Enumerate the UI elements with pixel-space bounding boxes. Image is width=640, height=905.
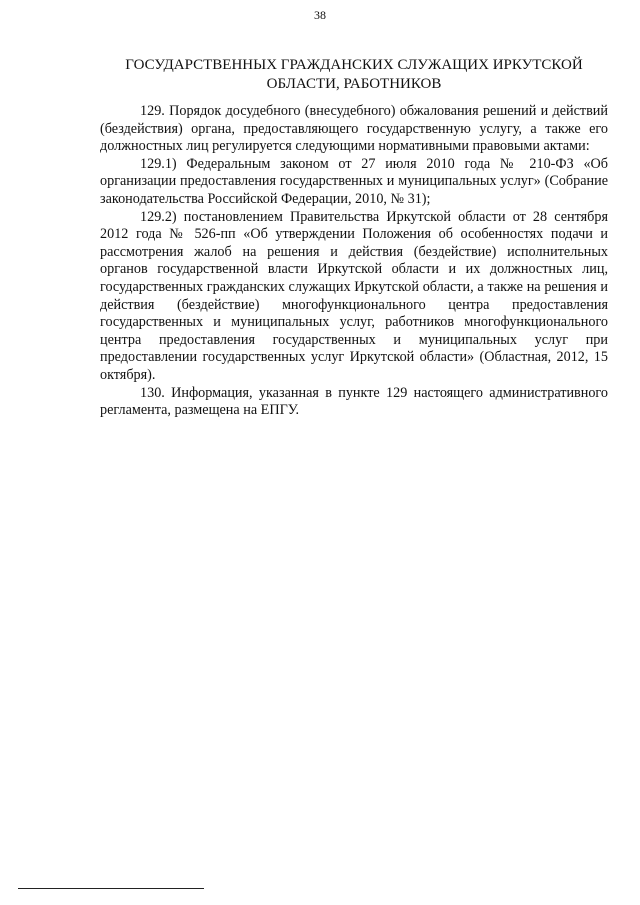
- page-number: 38: [314, 8, 326, 22]
- paragraph-129-1: 129.1) Федеральным законом от 27 июля 2010 года № 210-ФЗ «Об организации предоставления государственных и муниципальных услуг» (Собрание законодательства Российской Федерации, 2010, № 31);: [100, 155, 608, 207]
- heading-line-2: ОБЛАСТИ, РАБОТНИКОВ: [266, 76, 442, 92]
- paragraph-130: 130. Информация, указанная в пункте 129 настоящего административного регламента, размещена на ЕПГУ.: [100, 384, 608, 419]
- document-body: [100, 103, 608, 420]
- section-heading: [100, 56, 608, 94]
- footer-rule: [18, 888, 204, 889]
- paragraph-129-2: 129.2) постановлением Правительства Иркутской области от 28 сентября 2012 года № 526-пп «Об утверждении Положения об особенностях подачи и рассмотрения жалоб на решения и действия (бездействие) исполнительных органов государственной власти Иркутской области и их должностных лиц, государственных гражданских служащих Иркутской области, а также на решения и действия (бездействие) многофункционального центра предоставления государственных и муниципальных услуг, работников многофункционального центра предоставления государственных и муниципальных услуг при предоставлении государственных услуг Иркутской области» (Областная, 2012, 15 октября).: [100, 208, 608, 383]
- heading-line-1: ГОСУДАРСТВЕННЫХ ГРАЖДАНСКИХ СЛУЖАЩИХ ИРКУТСКОЙ: [125, 57, 583, 73]
- paragraph-129: 129. Порядок досудебного (внесудебного) обжалования решений и действий (бездействия) органа, предоставляющего государственную услугу, а также его должностных лиц регулируется следующими нормативными правовыми актами:: [100, 103, 608, 155]
